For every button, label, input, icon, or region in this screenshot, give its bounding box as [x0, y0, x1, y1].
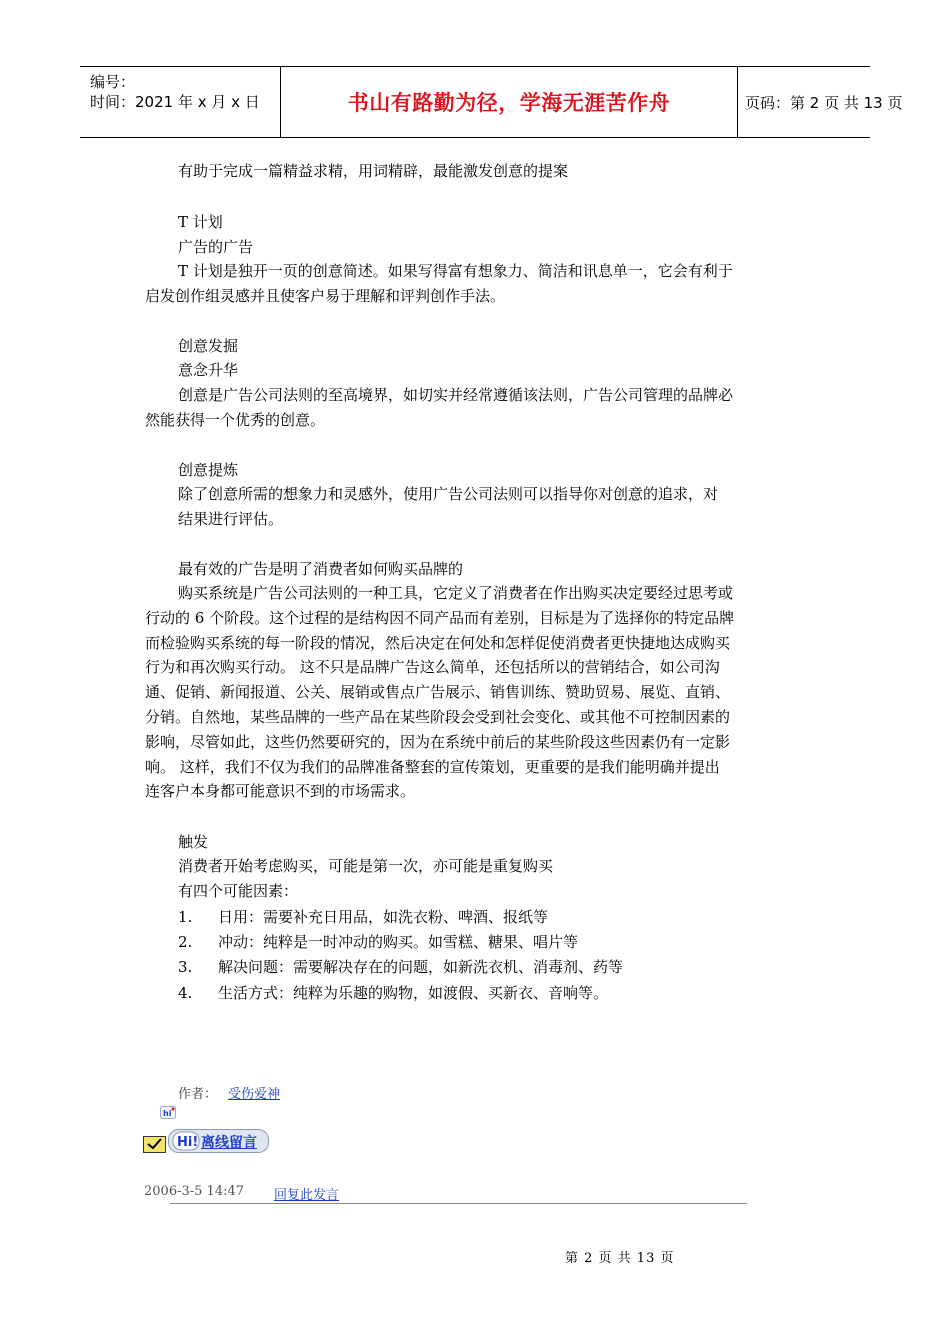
- paragraph-line: 影响，尽管如此，这些仍然要研究的，因为在系统中前后的某些阶段这些因素仍有一定影: [145, 733, 731, 751]
- section-heading: 创意提炼: [178, 461, 239, 479]
- list-item-text: 冲动：纯粹是一时冲动的购买。如雪糕、糖果、唱片等: [218, 933, 579, 951]
- reply-link[interactable]: 回复此发言: [274, 1188, 340, 1203]
- list-item-number: 3.: [178, 958, 193, 976]
- list-item-text: 解决问题：需要解决存在的问题，如新洗衣机、消毒剂、药等: [218, 958, 624, 976]
- paragraph-line: T 计划是独开一页的创意简述。如果写得富有想象力、简洁和讯息单一，它会有利于: [178, 262, 733, 280]
- paragraph-line: 连客户本身都可能意识不到的市场需求。: [145, 782, 416, 800]
- section-subheading: 意念升华: [178, 361, 239, 379]
- paragraph-line: 行动的 6 个阶段。这个过程的是结构因不同产品而有差别，目标是为了选择你的特定品牌: [145, 609, 735, 627]
- offline-message-label: 离线留言: [201, 1135, 257, 1151]
- paragraph-line: 通、促销、新闻报道、公关、展销或售点广告展示、销售训练、赞助贸易、展览、直销、: [145, 683, 731, 701]
- section-heading: T 计划: [178, 213, 223, 231]
- section-subheading: 广告的广告: [178, 238, 254, 256]
- paragraph-line: 行为和再次购买行动。 这不只是品牌广告这么简单，还包括所以的营销结合，如公司沟: [145, 658, 720, 676]
- document-header: [80, 66, 903, 138]
- number-label: 编号：: [90, 73, 136, 91]
- offline-message-button[interactable]: [143, 1129, 269, 1153]
- list-item-text: 生活方式：纯粹为乐趣的购物，如渡假、买新衣、音响等。: [218, 984, 609, 1002]
- divider: [170, 1203, 747, 1204]
- paragraph-line: 结果进行评估。: [178, 510, 284, 528]
- paragraph-line: 启发创作组灵感并且使客户易于理解和评判创作手法。: [145, 287, 506, 305]
- page-footer: 第 2 页 共 13 页: [565, 1251, 675, 1266]
- paragraph-line: 消费者开始考虑购买，可能是第一次，亦可能是重复购买: [178, 857, 554, 875]
- section-heading: 触发: [178, 833, 209, 851]
- paragraph-line: 创意是广告公司法则的至高境界，如切实并经常遵循该法则，广告公司管理的品牌必: [178, 386, 734, 404]
- paragraph-line: 然能获得一个优秀的创意。: [145, 411, 326, 429]
- paragraph-line: 分销。自然地，某些品牌的一些产品在某些阶段会受到社会变化、或其他不可控制因素的: [145, 708, 731, 726]
- hi-message-icon[interactable]: [160, 1106, 176, 1119]
- paragraph-line: 而检验购买系统的每一阶段的情况，然后决定在何处和怎样促使消费者更快捷地达成购买: [145, 634, 731, 652]
- header-meta: [80, 67, 280, 137]
- section-heading: 最有效的广告是明了消费者如何购买品牌的: [178, 560, 464, 578]
- paragraph-line: 除了创意所需的想象力和灵感外，使用广告公司法则可以指导你对创意的追求，对: [178, 485, 719, 503]
- header-page-info: 页码：第 2 页 共 13 页: [745, 93, 903, 112]
- paragraph-line: 有助于完成一篇精益求精，用词精辟，最能激发创意的提案: [178, 162, 569, 180]
- list-item-text: 日用：需要补充日用品，如洗衣粉、啤酒、报纸等: [218, 908, 549, 926]
- list-item-number: 1.: [178, 908, 193, 926]
- header-motto: 书山有路勤为径，学海无涯苦作舟: [280, 67, 738, 137]
- paragraph-line: 响。 这样，我们不仅为我们的品牌准备整套的宣传策划，更重要的是我们能明确并提出: [145, 758, 720, 776]
- list-item-number: 2.: [178, 933, 193, 951]
- time-label: 时间：2021 年 x 月 x 日: [90, 93, 260, 111]
- paragraph-line: 购买系统是广告公司法则的一种工具，它定义了消费者在作出购买决定要经过思考或: [178, 584, 734, 602]
- author-link[interactable]: 受伤爱神: [228, 1087, 281, 1102]
- svg-text:hi: hi: [163, 1109, 172, 1118]
- section-heading: 创意发掘: [178, 337, 239, 355]
- svg-text:Hi!: Hi!: [177, 1135, 199, 1150]
- author-label: 作者：: [178, 1087, 218, 1102]
- post-timestamp: 2006-3-5 14:47: [144, 1184, 245, 1199]
- list-item-number: 4.: [178, 984, 193, 1002]
- paragraph-line: 有四个可能因素：: [178, 882, 299, 900]
